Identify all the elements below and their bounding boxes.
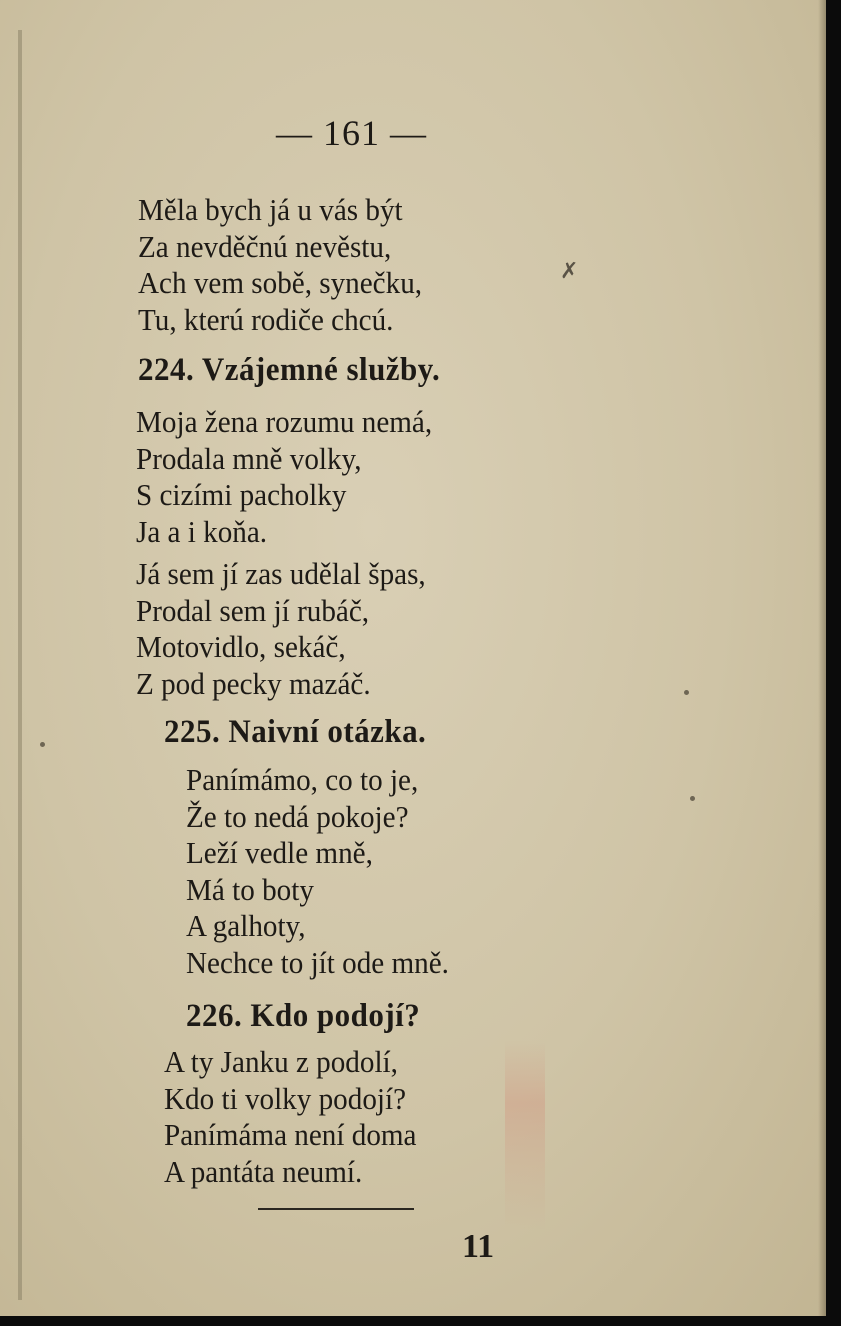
song-226-stanza xyxy=(164,1044,416,1190)
paper-stain xyxy=(505,1040,545,1230)
verse-line: Panímáma není doma xyxy=(164,1117,417,1152)
song-225-stanza xyxy=(186,762,449,981)
song-224-stanza-2 xyxy=(136,556,426,702)
verse-line: Tu, kterú rodiče chcú. xyxy=(138,301,394,337)
stanza-intro xyxy=(138,192,422,338)
verse-line: Ja a i koňa. xyxy=(136,513,268,549)
verse-line: Za nevděčnú nevěstu, xyxy=(138,228,392,264)
song-224-heading: 224. Vzájemné služby. xyxy=(138,352,441,388)
verse-line: Měla bych já u vás být xyxy=(138,192,403,227)
verse-line: A galhoty, xyxy=(186,908,306,943)
verse-line: Nechce to jít ode mně. xyxy=(186,944,449,980)
page-edge-shadow xyxy=(818,0,826,1316)
song-224-stanza-1 xyxy=(136,404,432,550)
page-spine xyxy=(18,30,22,1300)
verse-line: Prodala mně volky, xyxy=(136,440,362,476)
closing-rule xyxy=(258,1208,414,1210)
song-225-heading: 225. Naivní otázka. xyxy=(164,714,427,750)
page-number: — 161 — xyxy=(276,113,427,153)
paper-speck xyxy=(690,796,695,801)
verse-line: Má to boty xyxy=(186,871,314,907)
song-226-heading: 226. Kdo podojí? xyxy=(186,998,421,1034)
verse-line: Já sem jí zas udělal špas, xyxy=(136,556,426,591)
verse-line: Kdo ti volky podojí? xyxy=(164,1080,407,1116)
verse-line: S cizími pacholky xyxy=(136,477,347,512)
verse-line: Z pod pecky mazáč. xyxy=(136,665,371,701)
paper-speck xyxy=(684,690,689,695)
verse-line: Ach vem sobě, synečku, xyxy=(138,265,423,300)
verse-line: A pantáta neumí. xyxy=(164,1153,363,1189)
verse-line: Leží vedle mně, xyxy=(186,835,373,870)
paper-speck xyxy=(40,742,45,747)
pencil-mark: ✗ xyxy=(560,258,579,283)
verse-line: A ty Janku z podolí, xyxy=(164,1044,398,1079)
verse-line: Motovidlo, sekáč, xyxy=(136,629,346,664)
verse-line: Panímámo, co to je, xyxy=(186,762,419,797)
verse-line: Prodal sem jí rubáč, xyxy=(136,592,370,628)
signature-mark: 11 xyxy=(462,1228,495,1265)
verse-line: Že to nedá pokoje? xyxy=(186,798,409,834)
verse-line: Moja žena rozumu nemá, xyxy=(136,404,433,439)
